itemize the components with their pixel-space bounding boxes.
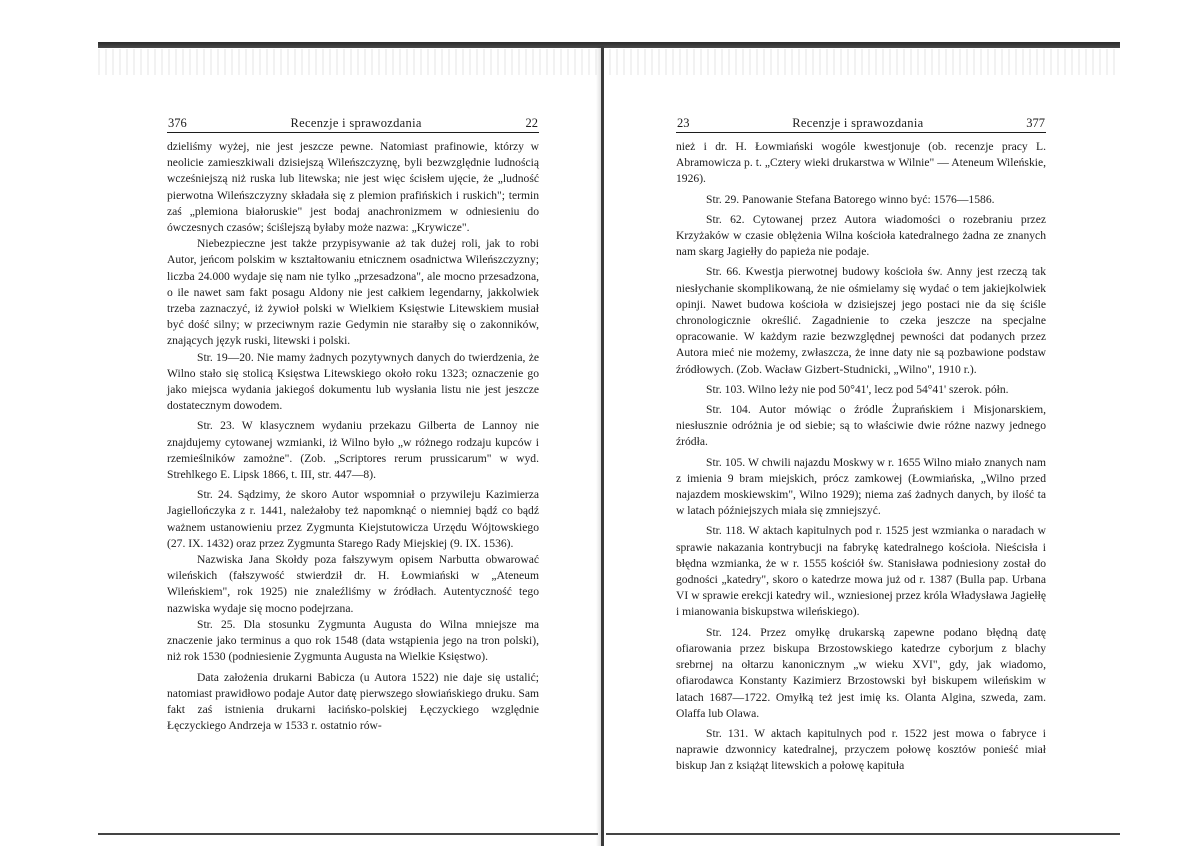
- right-page-body: [676, 139, 1046, 775]
- scan-bottom-edge-right: [606, 833, 1120, 835]
- left-page-number: 376: [168, 116, 187, 130]
- paragraph: Str. 66. Kwestja pierwotnej budowy kościoła św. Anny jest rzeczą tak niesłychanie skomplikowaną, że nie ośmielamy się wydać o tem jakiejkolwiek opinji. Nawet budowa kościoła w dzisiejszej jego postaci nie da się ściśle chronologicznie określić. Zagadnienie to czeka jeszcze na specjalne opracowanie. W każdym razie bezwzględnej pewności dat podanych przez Autora mieć nie możemy, zwłaszcza, że inne daty nie są pozbawione podstaw źródłowych. (Zob. Wacław Gizbert-Studnicki, „Wilno", 1910 r.).: [676, 265, 1046, 376]
- paragraph: Str. 105. W chwili najazdu Moskwy w r. 1655 Wilno miało znanych nam z imienia 9 bram miejskich, prócz zamkowej (Łowmiańska, „Wilno przed najazdem moskiewskim", Wilno 1929); niema zaś żadnych danych, by ilość ta w latach późniejszych miała się zmniejszyć.: [676, 455, 1046, 518]
- right-issue-number: 23: [677, 116, 690, 130]
- scan-top-noise: [98, 49, 1120, 75]
- paragraph: Str. 118. W aktach kapitulnych pod r. 1525 jest wzmianka o naradach w sprawie nakazania kontrybucji na fabrykę katedralnego kościoła. Nieścisła i błędna wzmianka, że w r. 1555 kościół św. Stanisława podniesiony został do godności „katedry", skoro o katedrze mowa już od r. 1387 (Bulla pap. Urbana VI w sprawie erekcji katedry wil., wzniesionej przez króla Władysława Jagiełłę i mianowania biskupstwa wileńskiego).: [676, 524, 1046, 619]
- scan-top-edge: [98, 42, 1120, 48]
- paragraph: Nazwiska Jana Skołdy poza fałszywym opisem Narbutta obwarować wileńskich (fałszywość stwierdził dr. H. Łowmiański w „Ateneum Wileńskiem", rok 1925) nie znaleźliśmy w źródłach. Autentyczność tego nazwiska wydaje się mocno podejrzana.: [167, 553, 539, 615]
- book-spine: [601, 46, 604, 846]
- left-running-title: Recenzje i sprawozdania: [290, 116, 422, 130]
- paragraph: Str. 29. Panowanie Stefana Batorego winno być: 1576—1586.: [706, 192, 995, 206]
- paragraph: nież i dr. H. Łowmiański wogóle kwestjonuje (ob. recenzje pracy L. Abramowicza p. t. „Cztery wieki drukarstwa w Wilnie" — Ateneum Wileńskie, 1926).: [676, 140, 1046, 186]
- right-running-title: Recenzje i sprawozdania: [792, 116, 924, 130]
- left-page-body: [167, 139, 539, 734]
- paragraph: Str. 131. W aktach kapitulnych pod r. 1522 jest mowa o fabryce i naprawie dzwonnicy katedralnej, przyczem połowę kosztów ponieść miał biskup Jan z książąt litewskich a połowę kapituła: [676, 726, 1046, 773]
- right-page: [676, 116, 1046, 775]
- right-page-number: 377: [1026, 116, 1045, 130]
- paragraph: Str. 124. Przez omyłkę drukarską zapewne podano błędną datę ofiarowania przez biskupa Brzostowskiego katedrze cyborjum z blachy srebrnej na ołtarzu kanonicznym „w wieku XVI", gdy, jak wiadomo, ofiarodawca Konstanty Kazimierz Brzostowski był biskupem wileńskim w latach 1687—1722. Omyłką też jest imię ks. Olanta Algina, szweda, zam. Olaffa lub Olawa.: [676, 625, 1046, 720]
- paragraph: dzieliśmy wyżej, nie jest jeszcze pewne. Natomiast prafinowie, którzy w neolicie zamieszkiwali dzisiejszą Wileńszczyznę, byli bezwzględnie ludnością wcześniejszą niż ruska lub litewska; nie jest więc ścisłem ujęcie, że „ludność pierwotna Wileńszczyzny składała się z plemion prafińskich i ruskich"; termin zaś „plemiona białoruskie" jest bodaj anachronizmem w odniesieniu do ówczesnych czasów; ściślejszą byłaby może nazwa: „Krywicze".: [167, 140, 539, 235]
- left-page: [167, 116, 539, 734]
- scan-bottom-edge-left: [98, 833, 598, 835]
- left-issue-number: 22: [525, 116, 538, 130]
- paragraph: Str. 24. Sądzimy, że skoro Autor wspomniał o przywileju Kazimierza Jagiellończyka z r. 1441, należałoby też napomknąć o niemniej bądź co bądź ważnem ustanowieniu przez Zygmunta Kiejstutowicza Urzędu Wójtowskiego (27. IX. 1432) oraz przez Zygmunta Starego Rady Miejskiej (9. IX. 1536).: [167, 488, 539, 550]
- left-page-header: [167, 116, 539, 133]
- paragraph: Str. 19—20. Nie mamy żadnych pozytywnych danych do twierdzenia, że Wilno stało się stolicą Księstwa Litewskiego około roku 1323; oznaczenie go jako miejsca wydania jakiegoś dokumentu lub wysłania listu nie jest jeszcze dostatecznym dowodem.: [167, 350, 539, 413]
- paragraph: Niebezpieczne jest także przypisywanie aż tak dużej roli, jak to robi Autor, jeńcom polskim w kształtowaniu etnicznem osadnictwa Wileńszczyzny; liczba 24.000 wydaje się nam nie tylko „przesadzona", ale mocno przesadzona, o ile nawet sam fakt posagu Aldony nie jest całkiem legendarny, jakkolwiek trzeba zaznaczyć, iż żywioł polski w Wielkiem Księstwie Litewskiem musiał być dość silny; w przeciwnym razie Gedymin nie starałby się o zakonników, znających język ruski, litewski i polski.: [167, 237, 539, 348]
- paragraph: Str. 104. Autor mówiąc o źródle Żuprańskiem i Misjonarskiem, niesłusznie odróżnia je od siebie; są to właściwie dwie różne nazwy jednego źródła.: [676, 403, 1046, 449]
- right-page-header: [676, 116, 1046, 133]
- paragraph: Str. 23. W klasycznem wydaniu przekazu Gilberta de Lannoy nie znajdujemy cytowanej wzmianki, iż Wilno było „w różnego rodzaju kupców i rzemieślników zamożne". (Zob. „Scriptores rerum prussicarum" w wyd. Strehlkego E. Lipsk 1866, t. III, str. 447—8).: [167, 419, 539, 482]
- paragraph: Data założenia drukarni Babicza (u Autora 1522) nie daje się ustalić; natomiast prawidłowo podaje Autor datę pierwszego słowiańskiego druku. Sam fakt zaś istnienia drukarni łacińsko-polskiej Łęczyckiego względnie Łęczyckiego Andrzeja w 1533 r. ostatnio rów-: [167, 670, 539, 733]
- paragraph: Str. 62. Cytowanej przez Autora wiadomości o rozebraniu przez Krzyżaków w czasie oblężenia Wilna kościoła katedralnego żadna ze znanych nam skarg Jagiełły do papieża nie podaje.: [676, 212, 1046, 259]
- paragraph: Str. 103. Wilno leży nie pod 50°41', lecz pod 54°41' szerok. półn.: [706, 382, 1009, 396]
- paragraph: Str. 25. Dla stosunku Zygmunta Augusta do Wilna mniejsze ma znaczenie jako terminus a quo rok 1548 (data wstąpienia jego na tron polski), niż rok 1530 (podniesienie Zygmunta Augusta na Wielkie Księstwo).: [167, 617, 539, 664]
